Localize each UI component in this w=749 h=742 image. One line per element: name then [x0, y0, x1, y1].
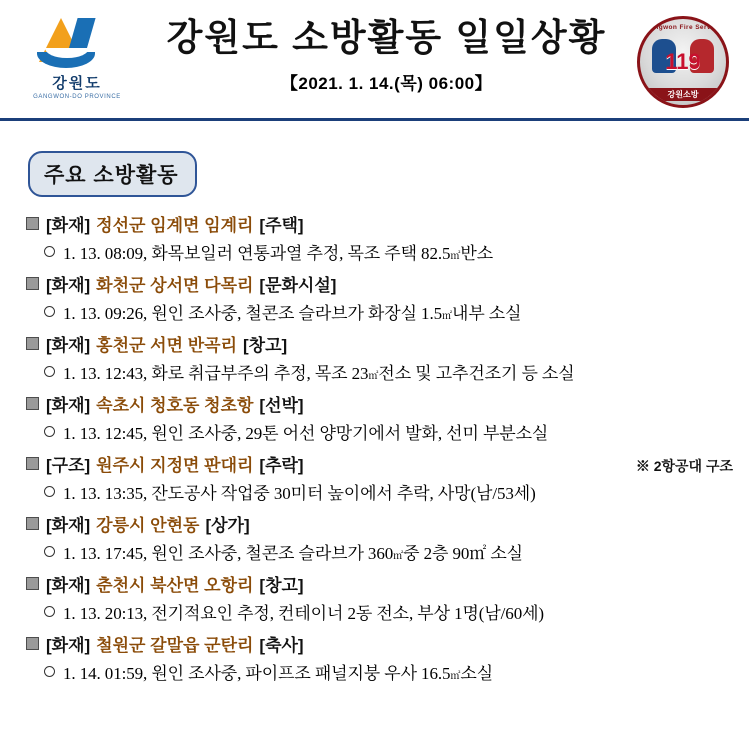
entry-detail	[44, 299, 733, 324]
gangwon-province-logo	[22, 18, 132, 100]
entry-kind: [상가]	[205, 516, 250, 535]
section-title: 주요 소방활동	[28, 151, 197, 197]
circle-bullet-icon	[44, 306, 55, 317]
entry-detail	[44, 419, 733, 444]
square-bullet-icon	[26, 577, 39, 590]
entry-detail	[44, 479, 733, 504]
entry-kind: [선박]	[259, 396, 304, 415]
entry-detail	[44, 599, 733, 624]
entry-detail-pre: 1. 13. 09:26, 원인 조사중, 철콘조 슬라브가 화장실 1.5	[63, 304, 443, 323]
entry-detail-pre: 1. 13. 20:13, 전기적요인 추정, 컨테이너 2동 전소, 부상 1명(남/60세)	[63, 604, 544, 623]
gangwon-province-logo-label: 강원도	[52, 75, 102, 92]
entry-heading	[26, 571, 733, 596]
activity-list	[0, 211, 749, 684]
square-bullet-icon	[26, 277, 39, 290]
entry-detail-pre: 1. 13. 12:43, 화로 취급부주의 추정, 목조 23	[63, 364, 369, 383]
entry-heading	[26, 271, 733, 296]
entry-note: ※ 2항공대 구조	[635, 458, 733, 474]
emblem-band-label: 강원소방	[640, 88, 726, 101]
entry-location: 원주시 지정면 판대리	[96, 456, 254, 475]
entry-heading	[26, 211, 733, 236]
list-item	[26, 511, 733, 564]
circle-bullet-icon	[44, 666, 55, 677]
square-bullet-icon	[26, 457, 39, 470]
gangwon-province-logo-subtitle: GANGWON-DO PROVINCE	[33, 94, 121, 100]
list-item	[26, 211, 733, 264]
entry-detail	[44, 359, 733, 384]
entry-category: [화재]	[46, 636, 91, 655]
entry-location: 속초시 청호동 청초항	[96, 396, 254, 415]
entry-detail	[44, 539, 733, 564]
entry-detail-post: 전소 및 고추건조기 등 소실	[378, 364, 575, 383]
entry-kind: [추락]	[259, 456, 304, 475]
list-item	[26, 391, 733, 444]
entry-category: [화재]	[46, 396, 91, 415]
circle-bullet-icon	[44, 246, 55, 257]
circle-bullet-icon	[44, 486, 55, 497]
square-bullet-icon	[26, 397, 39, 410]
entry-kind: [주택]	[259, 216, 304, 235]
entry-detail-unit: ㎡	[393, 551, 404, 562]
entry-detail-post: 내부 소실	[452, 304, 522, 323]
square-bullet-icon	[26, 217, 39, 230]
entry-detail	[44, 659, 733, 684]
entry-detail-unit: ㎡	[450, 671, 461, 682]
entry-heading	[26, 331, 733, 356]
entry-detail-post: 반소	[460, 244, 494, 263]
title-block	[167, 18, 607, 94]
entry-detail-pre: 1. 14. 01:59, 원인 조사중, 파이프조 패널지붕 우사 16.5	[63, 664, 451, 683]
entry-location: 강릉시 안현동	[96, 516, 200, 535]
list-item	[26, 631, 733, 684]
entry-category: [화재]	[46, 576, 91, 595]
entry-detail-pre: 1. 13. 08:09, 화목보일러 연통과열 추정, 목조 주택 82.5	[63, 244, 451, 263]
gangwon-fire-service-emblem-icon	[637, 16, 729, 108]
circle-bullet-icon	[44, 426, 55, 437]
entry-detail-pre: 1. 13. 17:45, 원인 조사중, 철콘조 슬라브가 360	[63, 544, 394, 563]
entry-detail-post: 중 2층 90㎡ 소실	[403, 544, 523, 563]
document-header	[0, 0, 749, 121]
report-datetime: 【2021. 1. 14.(목) 06:00】	[280, 73, 493, 93]
circle-bullet-icon	[44, 366, 55, 377]
square-bullet-icon	[26, 337, 39, 350]
gangwon-province-logo-icon	[31, 18, 123, 70]
list-item	[26, 331, 733, 384]
square-bullet-icon	[26, 637, 39, 650]
entry-kind: [축사]	[259, 636, 304, 655]
entry-category: [화재]	[46, 276, 91, 295]
square-bullet-icon	[26, 517, 39, 530]
list-item	[26, 571, 733, 624]
entry-detail-pre: 1. 13. 12:45, 원인 조사중, 29톤 어선 양망기에서 발화, 선미 부분소실	[63, 424, 549, 443]
entry-kind: [창고]	[243, 336, 288, 355]
entry-location: 화천군 상서면 다목리	[96, 276, 254, 295]
entry-heading	[26, 631, 733, 656]
entry-location: 철원군 갈말읍 군탄리	[96, 636, 254, 655]
entry-detail-pre: 1. 13. 13:35, 잔도공사 작업중 30미터 높이에서 추락, 사망(남/53세)	[63, 484, 536, 503]
entry-location: 춘천시 북산면 오항리	[96, 576, 254, 595]
circle-bullet-icon	[44, 606, 55, 617]
entry-detail-unit: ㎡	[450, 251, 461, 262]
entry-heading	[26, 451, 733, 476]
entry-location: 정선군 임계면 임계리	[96, 216, 254, 235]
list-item	[26, 451, 733, 504]
entry-heading	[26, 511, 733, 536]
entry-detail-post: 소실	[460, 664, 494, 683]
entry-category: [화재]	[46, 336, 91, 355]
list-item	[26, 271, 733, 324]
entry-category: [화재]	[46, 216, 91, 235]
entry-category: [화재]	[46, 516, 91, 535]
page-title: 강원도 소방활동 일일상황	[166, 17, 607, 59]
entry-category: [구조]	[46, 456, 91, 475]
entry-detail-unit: ㎡	[442, 311, 453, 322]
entry-heading	[26, 391, 733, 416]
emblem-ring-text: Gangwon Fire Service	[644, 24, 722, 31]
entry-detail-unit: ㎡	[368, 371, 379, 382]
entry-location: 홍천군 서면 반곡리	[96, 336, 237, 355]
section-header	[0, 121, 749, 197]
entry-kind: [문화시설]	[259, 276, 337, 295]
emblem-number: 119	[665, 49, 701, 74]
entry-detail	[44, 239, 733, 264]
circle-bullet-icon	[44, 546, 55, 557]
entry-kind: [창고]	[259, 576, 304, 595]
